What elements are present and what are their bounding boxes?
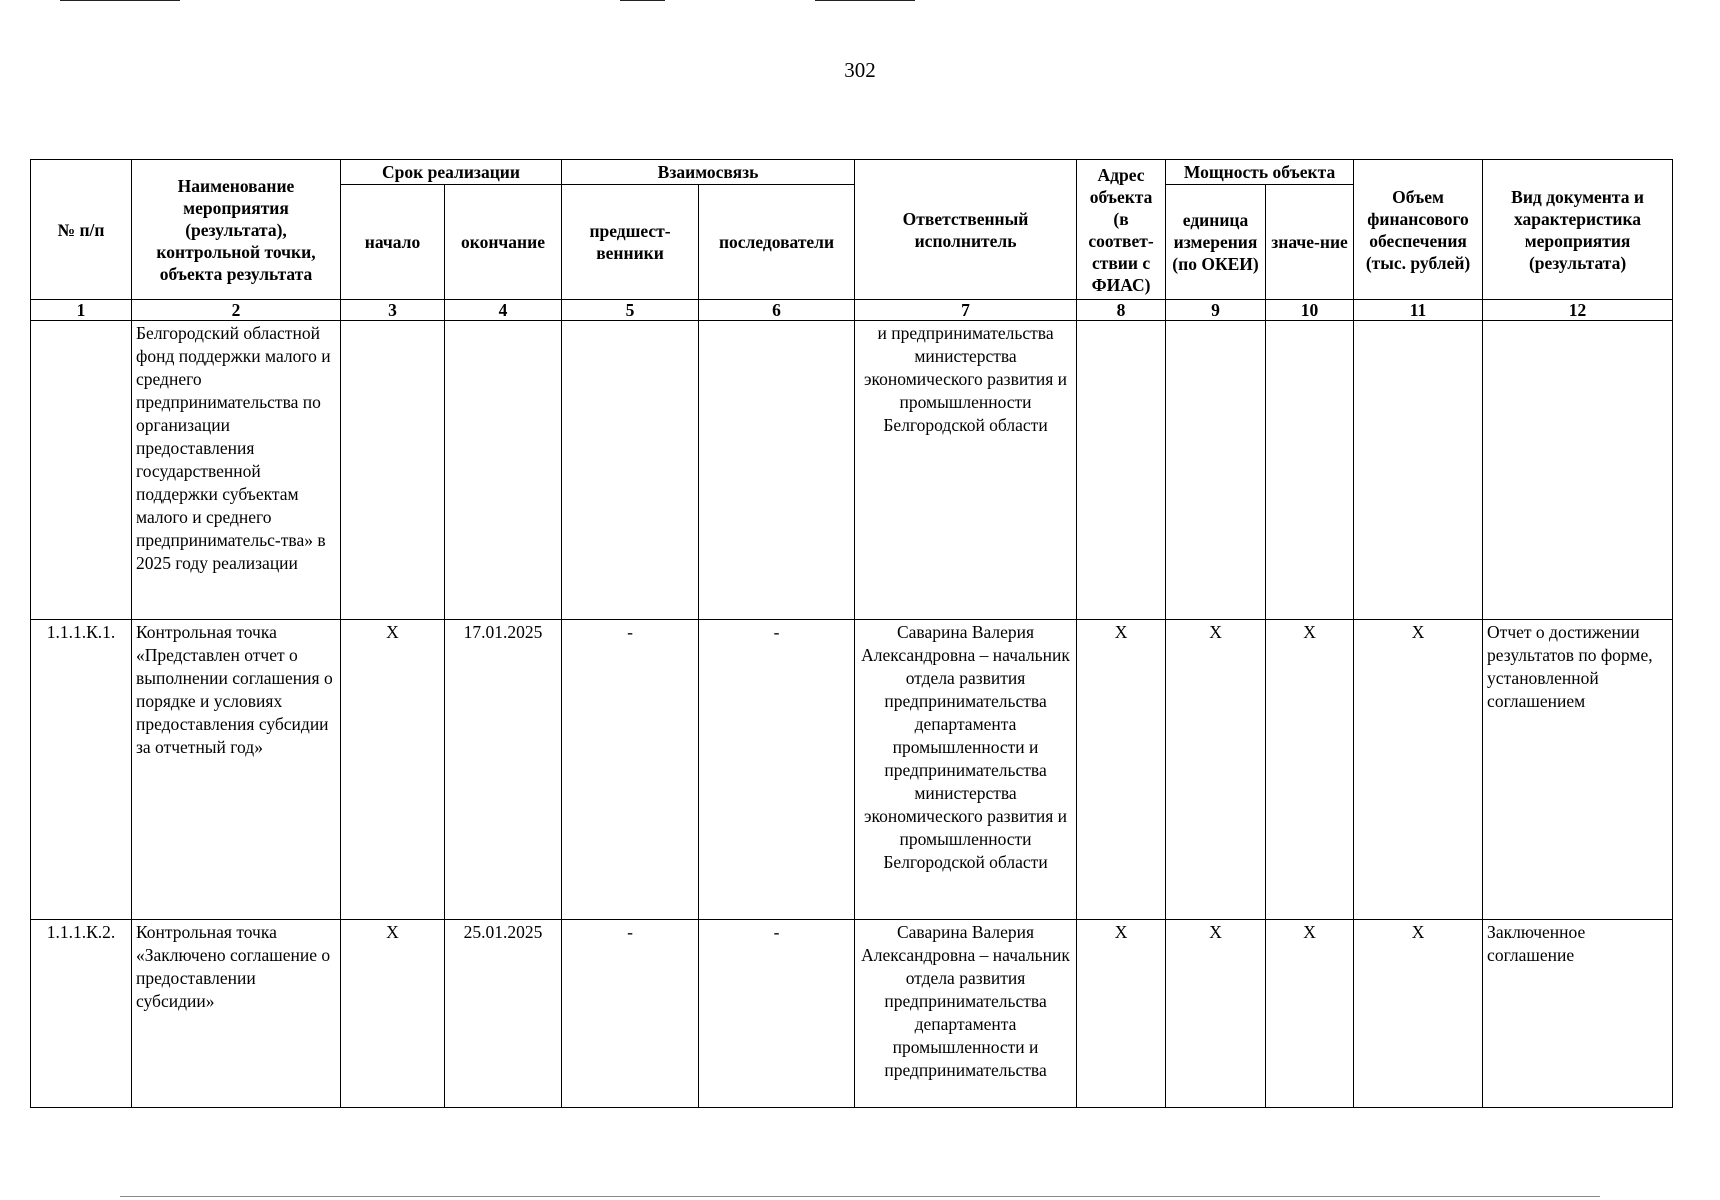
column-number: 7 — [855, 300, 1077, 321]
scan-artifact-top-2 — [620, 0, 665, 1]
cell-name: Контрольная точка «Представлен отчет о выполнении соглашения о порядке и условиях предоставления субсидии за отчетный год» — [132, 620, 341, 920]
page-number: 302 — [844, 58, 876, 82]
cell-value: Х — [1266, 620, 1354, 920]
cell-unit: Х — [1166, 920, 1266, 1108]
scan-artifact-bottom — [120, 1196, 1600, 1197]
cell-document: Отчет о достижении результатов по форме, установленной соглашением — [1483, 620, 1673, 920]
header-unit: единица измерения (по ОКЕИ) — [1166, 185, 1266, 300]
cell-end: 25.01.2025 — [445, 920, 562, 1108]
table-row — [31, 920, 1673, 1108]
header-financing: Объем финансового обеспечения (тыс. рублей) — [1354, 160, 1483, 300]
header-row-groups — [31, 160, 1673, 185]
cell-start: Х — [341, 920, 445, 1108]
cell-financing: Х — [1354, 920, 1483, 1108]
column-number: 12 — [1483, 300, 1673, 321]
column-number: 9 — [1166, 300, 1266, 321]
cell-number: 1.1.1.К.1. — [31, 620, 132, 920]
column-number: 11 — [1354, 300, 1483, 321]
cell-predecessors: - — [562, 620, 699, 920]
header-address: Адрес объекта (в соответ-ствии с ФИАС) — [1077, 160, 1166, 300]
table-row — [31, 620, 1673, 920]
header-document: Вид документа и характеристика мероприятия (результата) — [1483, 160, 1673, 300]
cell-successors: - — [699, 620, 855, 920]
cell-predecessors — [562, 321, 699, 620]
column-number: 5 — [562, 300, 699, 321]
header-number: № п/п — [31, 160, 132, 300]
header-successors: последователи — [699, 185, 855, 300]
plan-table — [30, 159, 1673, 1108]
column-number: 3 — [341, 300, 445, 321]
table-row — [31, 321, 1673, 620]
header-value: значе-ние — [1266, 185, 1354, 300]
cell-address: Х — [1077, 920, 1166, 1108]
cell-address — [1077, 321, 1166, 620]
cell-financing — [1354, 321, 1483, 620]
column-number: 6 — [699, 300, 855, 321]
cell-successors: - — [699, 920, 855, 1108]
header-group-capacity: Мощность объекта — [1166, 160, 1354, 185]
column-number: 10 — [1266, 300, 1354, 321]
cell-number — [31, 321, 132, 620]
cell-value: Х — [1266, 920, 1354, 1108]
header-name: Наименование мероприятия (результата), контрольной точки, объекта результата — [132, 160, 341, 300]
cell-end — [445, 321, 562, 620]
cell-document — [1483, 321, 1673, 620]
header-responsible: Ответственный исполнитель — [855, 160, 1077, 300]
column-number: 2 — [132, 300, 341, 321]
cell-name: Белгородский областной фонд поддержки малого и среднего предпринимательства по организации предоставления государственной поддержки субъектам малого и среднего предпринимательс-тва» в 2025 году реализации — [132, 321, 341, 620]
scan-artifact-top-1 — [60, 0, 180, 1]
cell-unit — [1166, 321, 1266, 620]
cell-responsible: и предпринимательства министерства экономического развития и промышленности Белгородской области — [855, 321, 1077, 620]
cell-unit: Х — [1166, 620, 1266, 920]
cell-name: Контрольная точка «Заключено соглашение о предоставлении субсидии» — [132, 920, 341, 1108]
header-group-relation: Взаимосвязь — [562, 160, 855, 185]
cell-responsible: Саварина Валерия Александровна – начальник отдела развития предпринимательства департамента промышленности и предпринимательства министерства экономического развития и промышленности Белгородской области — [855, 620, 1077, 920]
cell-responsible: Саварина Валерия Александровна – начальник отдела развития предпринимательства департамента промышленности и предпринимательства — [855, 920, 1077, 1108]
cell-financing: Х — [1354, 620, 1483, 920]
cell-start — [341, 321, 445, 620]
column-number-row — [31, 300, 1673, 321]
cell-address: Х — [1077, 620, 1166, 920]
cell-value — [1266, 321, 1354, 620]
column-number: 4 — [445, 300, 562, 321]
scan-artifact-top-3 — [815, 0, 915, 1]
column-number: 8 — [1077, 300, 1166, 321]
cell-document: Заключенное соглашение — [1483, 920, 1673, 1108]
cell-start: Х — [341, 620, 445, 920]
header-end: окончание — [445, 185, 562, 300]
cell-predecessors: - — [562, 920, 699, 1108]
cell-number: 1.1.1.К.2. — [31, 920, 132, 1108]
column-number: 1 — [31, 300, 132, 321]
cell-end: 17.01.2025 — [445, 620, 562, 920]
header-predecessors: предшест-венники — [562, 185, 699, 300]
cell-successors — [699, 321, 855, 620]
header-group-period: Срок реализации — [341, 160, 562, 185]
header-start: начало — [341, 185, 445, 300]
